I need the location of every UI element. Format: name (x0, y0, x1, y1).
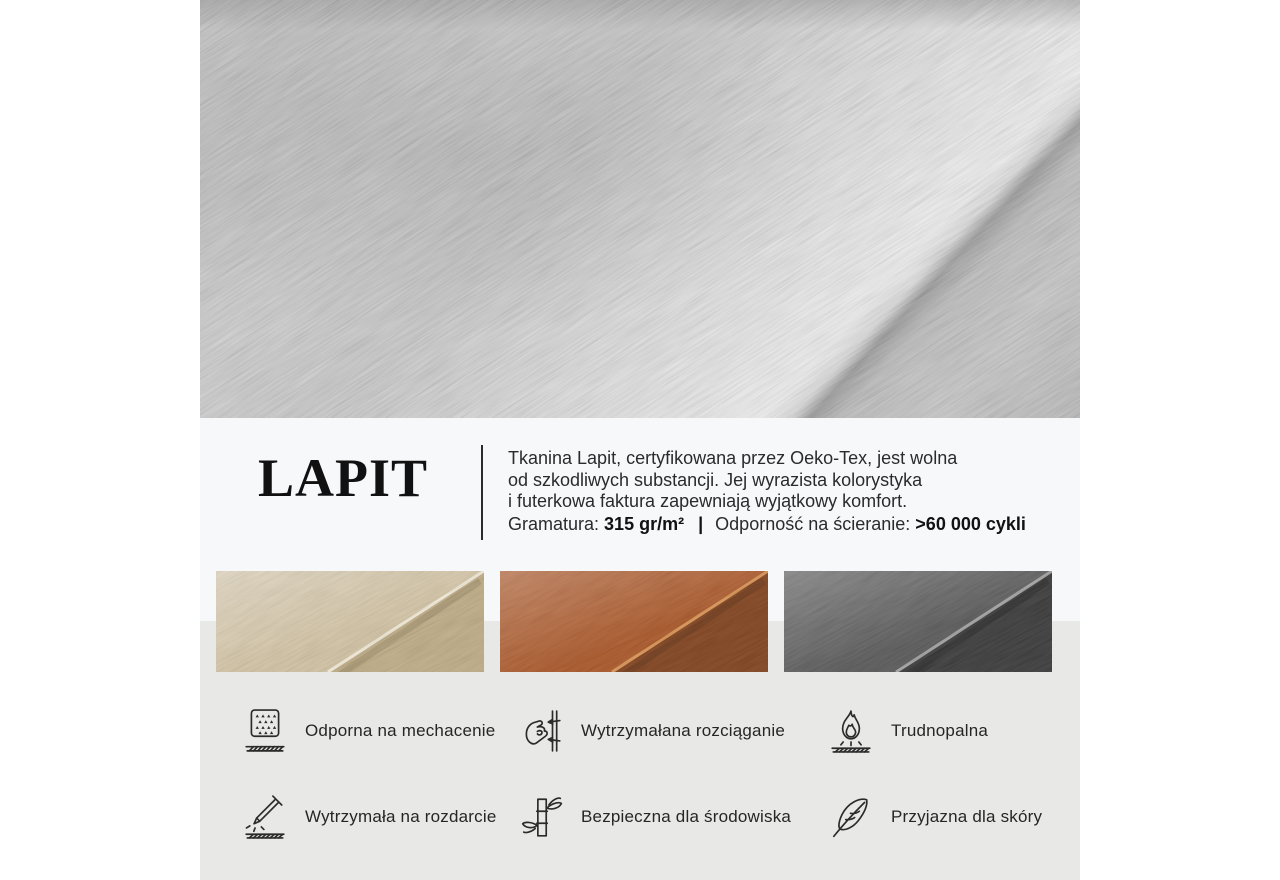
skin-friendly-icon (828, 794, 874, 840)
swatch-beige (216, 571, 484, 672)
feature-tear (242, 790, 518, 844)
feature-label: Bezpieczna dla środowiska (581, 807, 792, 826)
hero-fabric-image (200, 0, 1080, 418)
gramatura-value: 315 gr/m² (604, 513, 685, 534)
feature-pilling (242, 704, 518, 758)
vertical-divider (481, 445, 483, 540)
feature-flame (828, 704, 1042, 758)
feature-label: Odporna na mechacenie (305, 721, 496, 740)
abrasion-value: >60 000 cykli (915, 513, 1026, 534)
feature-label: Wytrzymałana rozciąganie (581, 721, 786, 740)
swatch-rust (500, 571, 768, 672)
page-title: LAPIT (257, 448, 429, 508)
feature-skin (828, 790, 1042, 844)
tear-resistant-icon (242, 794, 288, 840)
feature-stretch (518, 704, 828, 758)
description-line: Tkanina Lapit, certyfikowana przez Oeko-Tex, jest wolna (508, 448, 958, 468)
eco-safe-icon (518, 794, 564, 840)
feature-label: Trudnopalna (891, 721, 989, 740)
stretch-resistant-icon (518, 708, 564, 754)
spec-line (508, 514, 1026, 536)
hero-fabric-art (200, 0, 1080, 418)
flame-resistant-icon (828, 708, 874, 754)
gramatura-label: Gramatura: (508, 513, 600, 534)
feature-label: Przyjazna dla skóry (891, 807, 1043, 826)
product-description (508, 448, 1026, 535)
swatch-graphite (784, 571, 1052, 672)
feature-label: Wytrzymała na rozdarcie (305, 807, 497, 826)
features-grid (242, 704, 1042, 844)
feature-eco (518, 790, 828, 844)
color-swatches (216, 571, 1052, 672)
pilling-resistant-icon (242, 708, 288, 754)
description-line: od szkodliwych substancji. Jej wyrazista kolorystyka (508, 469, 923, 490)
abrasion-label: Odporność na ścieranie: (715, 513, 911, 534)
spec-separator: | (698, 513, 704, 534)
description-line: i futerkowa faktura zapewniają wyjątkowy komfort. (508, 491, 908, 511)
